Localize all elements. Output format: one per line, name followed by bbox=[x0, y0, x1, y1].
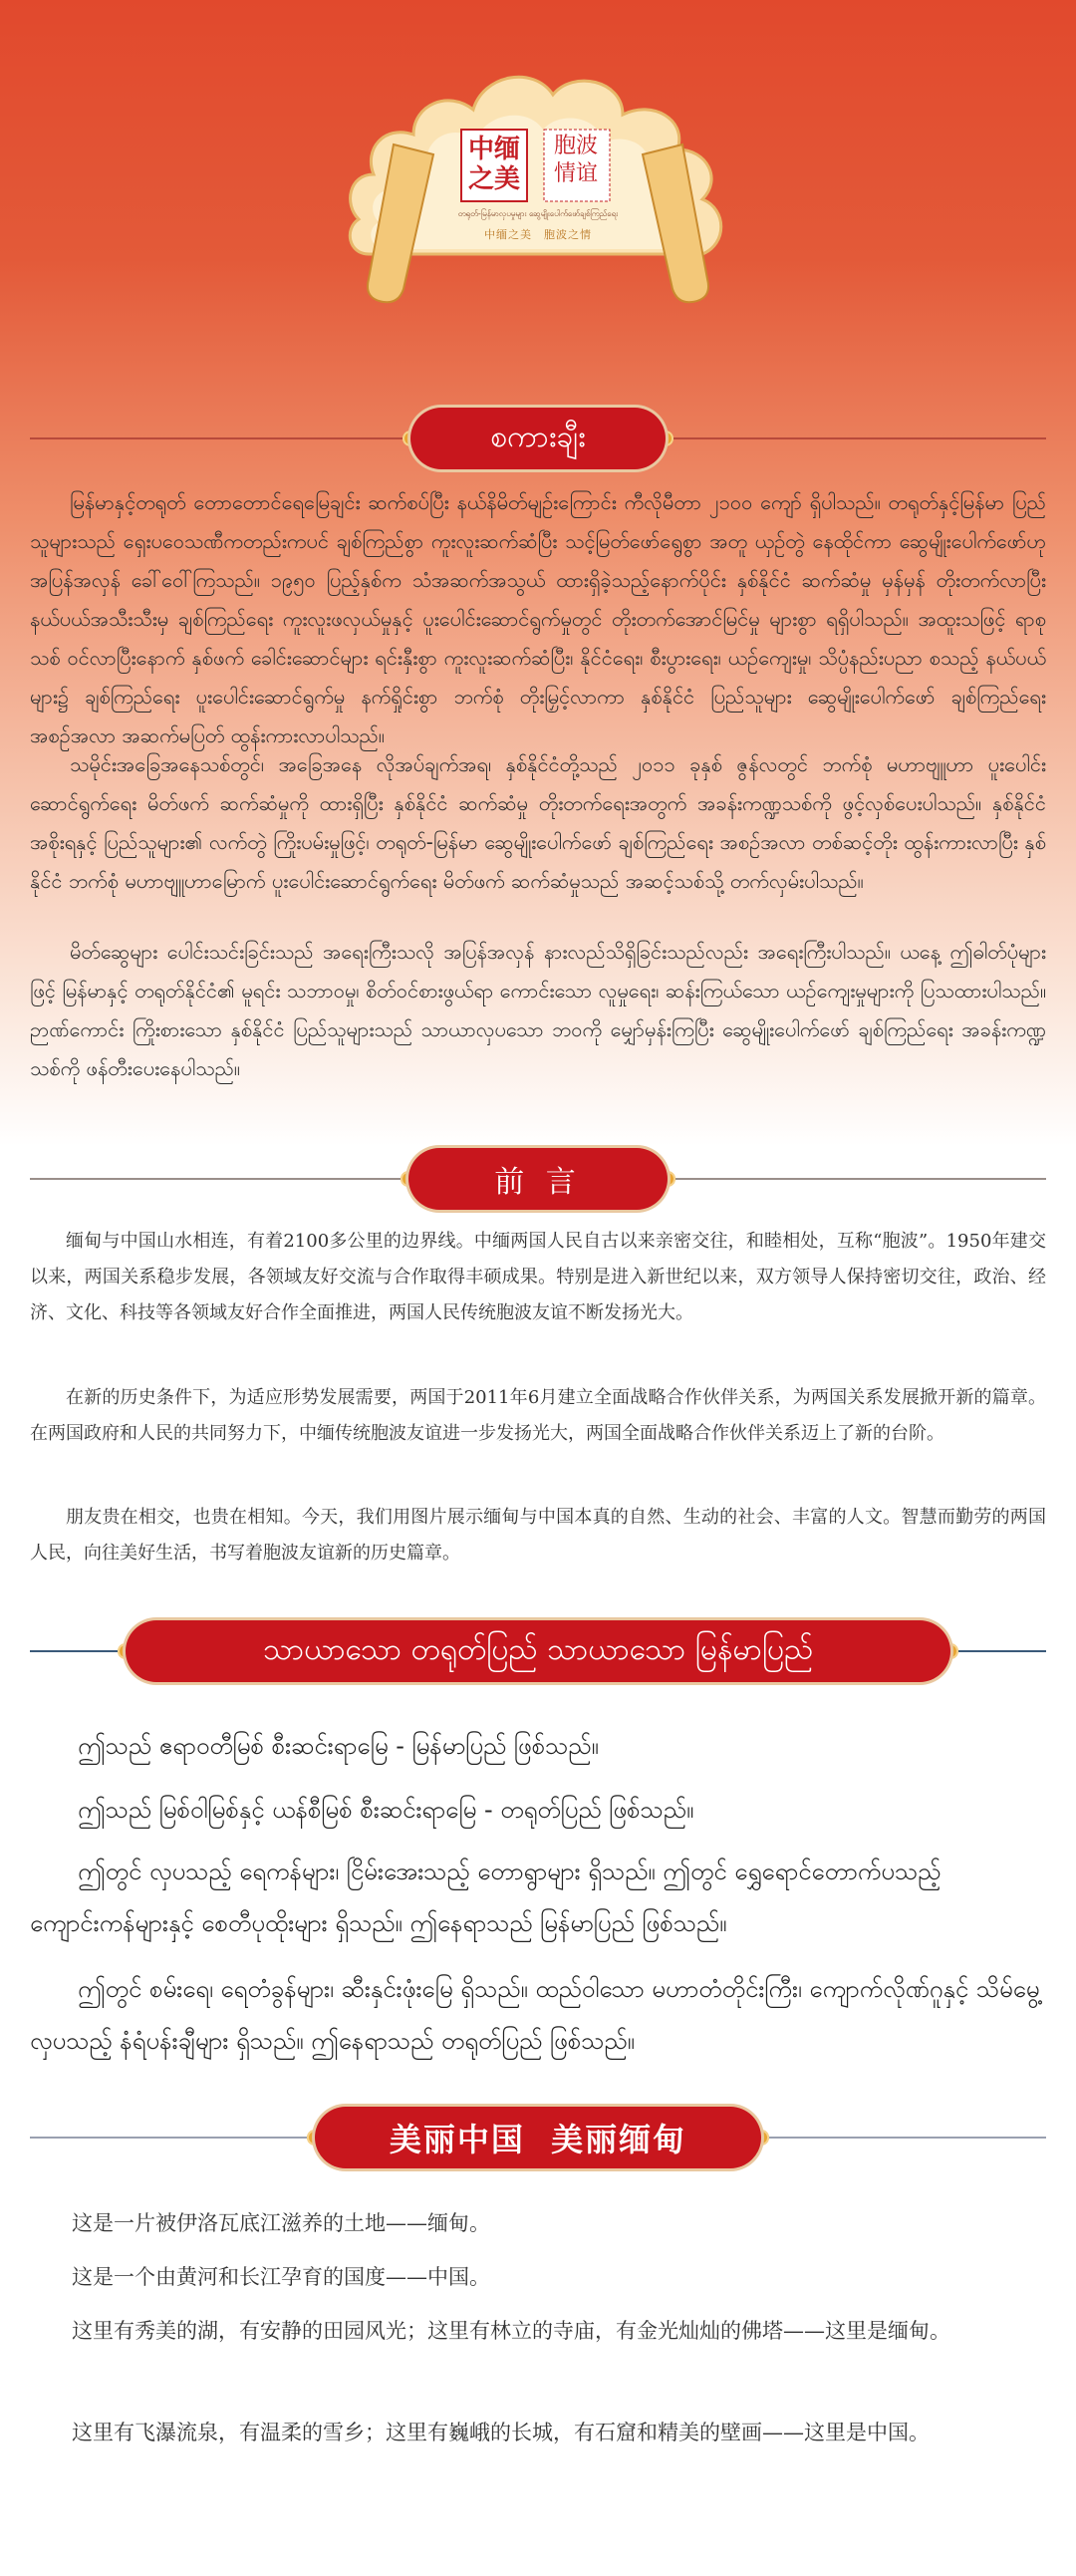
myanmar-beautiful-line-1: ဤသည် ဧရာဝတီမြစ် စီးဆင်းရာမြေ - မြန်မာပြည် ဖြစ်သည်။ bbox=[78, 1732, 599, 1760]
logo-seal-left: 中缅之美 bbox=[467, 135, 520, 194]
section-header-myanmar-preface bbox=[0, 404, 1076, 473]
section-header-myanmar-beautiful bbox=[0, 1616, 1076, 1686]
chinese-beautiful-line-2: 这是一个由黄河和长江孕育的国度——中国。 bbox=[72, 2265, 490, 2289]
myanmar-beautiful-line-4: ဤတွင် စမ်းရေ၊ ရေတံခွန်များ၊ ဆီးနှင်းဖုံးမြေ ရှိသည်။ ထည်ဝါသော မဟာတံတိုင်းကြီး၊ ကျောက်လိုဏ်ဂူနှင့် သိမ်မွေ့လှပသည့် နံရံပန်းချီများ ရှိသည်။ ဤနေရာသည် တရုတ်ပြည် ဖြစ်သည်။ bbox=[30, 1975, 1040, 2055]
chinese-beautiful-line-3: 这里有秀美的湖，有安静的田园风光；这里有林立的寺庙，有金光灿灿的佛塔——这里是缅甸。 bbox=[72, 2319, 950, 2343]
chinese-preface-paragraph-2: 在新的历史条件下，为适应形势发展需要，两国于2011年6月建立全面战略合作伙伴关系，为两国关系发展掀开新的篇章。在两国政府和人民的共同努力下，中缅传统胞波友谊进一步发扬光大，两国全面战略合作伙伴关系迈上了新的台阶。 bbox=[30, 1387, 1046, 1444]
section-header-chinese-preface bbox=[0, 1144, 1076, 1214]
logo-subtitle: 中缅之美 胞波之情 bbox=[484, 228, 592, 241]
myanmar-beautiful-line-3: ဤတွင် လှပသည့် ရေကန်များ၊ ငြိမ်းအေးသည့် တောရွာများ ရှိသည်။ ဤတွင် ရွှေရောင်တောက်ပသည့် ကျောင်းကန်များနှင့် စေတီပုထိုးများ ရှိသည်။ ဤနေရာသည် မြန်မာပြည် ဖြစ်သည်။ bbox=[30, 1858, 942, 1937]
section-title-chinese-preface: 前 言 bbox=[408, 1148, 668, 1210]
logo-area bbox=[0, 0, 1076, 329]
myanmar-preface-paragraph-3: မိတ်ဆွေများ ပေါင်းသင်းခြင်းသည် အရေးကြီးသလို အပြန်အလှန် နားလည်သိရှိခြင်းသည်လည်း အရေးကြီးပါသည်။ ယနေ့ ဤဓါတ်ပုံများဖြင့် မြန်မာနှင့် တရုတ်နိုင်ငံ၏ မူရင်း သဘာဝမှု၊ စိတ်ဝင်စားဖွယ်ရာ ကောင်းသော လူမှုရေး၊ ဆန်းကြယ်သော ယဉ်ကျေးမှုများကို ပြသထားပါသည်။ ဉာဏ်ကောင်း ကြိုးစားသော နှစ်နိုင်ငံ ပြည်သူများသည် သာယာလှပသော ဘဝကို မျှော်မှန်းကြပြီး ဆွေမျိုးပေါက်ဖော် ချစ်ကြည်ရေး အခန်းကဏ္ဍသစ်ကို ဖန်တီးပေးနေပါသည်။ bbox=[30, 940, 1046, 1080]
chinese-beautiful-line-1: 这是一片被伊洛瓦底江滋养的土地——缅甸。 bbox=[72, 2211, 490, 2235]
logo-tagline: တရုတ်-မြန်မာလှပမှုများ ဆွေမျိုးပေါက်ဖော်ချစ်ကြည်ရေး bbox=[457, 209, 619, 218]
section-header-chinese-beautiful bbox=[0, 2103, 1076, 2172]
myanmar-preface-paragraph-1: မြန်မာနှင့်တရုတ် တောတောင်ရေမြေချင်း ဆက်စပ်ပြီး နယ်နိမိတ်မျဉ်းကြောင်း ကီလိုမီတာ ၂၁၀၀ ကျော် ရှိပါသည်။ တရုတ်နှင့်မြန်မာ ပြည်သူများသည် ရှေးပဝေသဏီကတည်းကပင် ချစ်ကြည်စွာ ကူးလူးဆက်ဆံပြီး သင့်မြတ်ဖော်ရွေစွာ အတူ ယှဉ်တွဲ နေထိုင်ကာ ဆွေမျိုးပေါက်ဖော်ဟု အပြန်အလှန် ခေါ်ဝေါ်ကြသည်။ ၁၉၅၀ ပြည့်နှစ်က သံအဆက်အသွယ် ထားရှိခဲ့သည့်နောက်ပိုင်း နှစ်နိုင်ငံ ဆက်ဆံမှု မှန်မှန် တိုးတက်လာပြီး နယ်ပယ်အသီးသီးမှ ချစ်ကြည်ရေး ကူးလူးဖလှယ်မှုနှင့် ပူးပေါင်းဆောင်ရွက်မှုတွင် တိုးတက်အောင်မြင်မှု များစွာ ရရှိပါသည်။ အထူးသဖြင့် ရာစုသစ် ဝင်လာပြီးနောက် နှစ်ဖက် ခေါင်းဆောင်များ ရင်းနှီးစွာ ကူးလူးဆက်ဆံပြီး၊ နိုင်ငံရေး၊ စီးပွားရေး၊ ယဉ်ကျေးမှု၊ သိပ္ပံနည်းပညာ စသည့် နယ်ပယ်များ၌ ချစ်ကြည်ရေး ပူးပေါင်းဆောင်ရွက်မှု နက်ရှိုင်းစွာ ဘက်စုံ တိုးမြှင့်လာကာ နှစ်နိုင်ငံ ပြည်သူများ ဆွေမျိုးပေါက်ဖော် ချစ်ကြည်ရေး အစဉ်အလာ အဆက်မပြတ် ထွန်းကားလာပါသည်။ bbox=[30, 490, 1046, 747]
section-title-myanmar-preface: စကားချီး bbox=[410, 408, 666, 469]
chinese-preface-paragraph-1: 缅甸与中国山水相连，有着2100多公里的边界线。中缅两国人民自古以来亲密交往，和睦相处，互称“胞波”。1950年建交以来，两国关系稳步发展，各领域友好交流与合作取得丰硕成果。特别是进入新世纪以来，双方领导人保持密切交往，政治、经济、文化、科技等各领域友好合作全面推进，两国人民传统胞波友谊不断发扬光大。 bbox=[30, 1231, 1046, 1323]
chinese-beautiful-line-4: 这里有飞瀑流泉，有温柔的雪乡；这里有巍峨的长城，有石窟和精美的壁画——这里是中国。 bbox=[72, 2421, 930, 2444]
myanmar-preface-paragraph-2: သမိုင်းအခြေအနေသစ်တွင်၊ အခြေအနေ လိုအပ်ချက်အရ၊ နှစ်နိုင်ငံတို့သည် ၂၀၁၁ ခုနှစ် ဇွန်လတွင် ဘက်စုံ မဟာဗျူဟာ ပူးပေါင်းဆောင်ရွက်ရေး မိတ်ဖက် ဆက်ဆံမှုကို ထားရှိပြီး နှစ်နိုင်ငံ ဆက်ဆံမှု တိုးတက်ရေးအတွက် အခန်းကဏ္ဍသစ်ကို ဖွင့်လှစ်ပေးပါသည်။ နှစ်နိုင်ငံ အစိုးရနှင့် ပြည်သူများ၏ လက်တွဲ ကြိုးပမ်းမှုဖြင့်၊ တရုတ်-မြန်မာ ဆွေမျိုးပေါက်ဖော် ချစ်ကြည်ရေး အစဉ်အလာ တစ်ဆင့်တိုး ထွန်းကားလာပြီး နှစ်နိုင်ငံ ဘက်စုံ မဟာဗျူဟာမြောက် ပူးပေါင်းဆောင်ရွက်ရေး မိတ်ဖက် ဆက်ဆံမှုသည် အဆင့်သစ်သို့ တက်လှမ်းပါသည်။ bbox=[30, 752, 1046, 893]
section-title-myanmar-beautiful: သာယာသော တရုတ်ပြည် သာယာသော မြန်မာပြည် bbox=[126, 1620, 950, 1682]
section-title-chinese-beautiful: 美丽中国 美丽缅甸 bbox=[315, 2107, 761, 2168]
chinese-preface-paragraph-3: 朋友贵在相交，也贵在相知。今天，我们用图片展示缅甸与中国本真的自然、生动的社会、丰富的人文。智慧而勤劳的两国人民，向往美好生活，书写着胞波友谊新的历史篇章。 bbox=[30, 1507, 1046, 1564]
logo-cloud-scroll-emblem bbox=[339, 55, 737, 314]
myanmar-beautiful-line-2: ဤသည် မြစ်ဝါမြစ်နှင့် ယန်စီမြစ် စီးဆင်းရာမြေ - တရုတ်ပြည် ဖြစ်သည်။ bbox=[78, 1796, 694, 1824]
logo-seal-right: 胞波情谊 bbox=[553, 134, 598, 186]
